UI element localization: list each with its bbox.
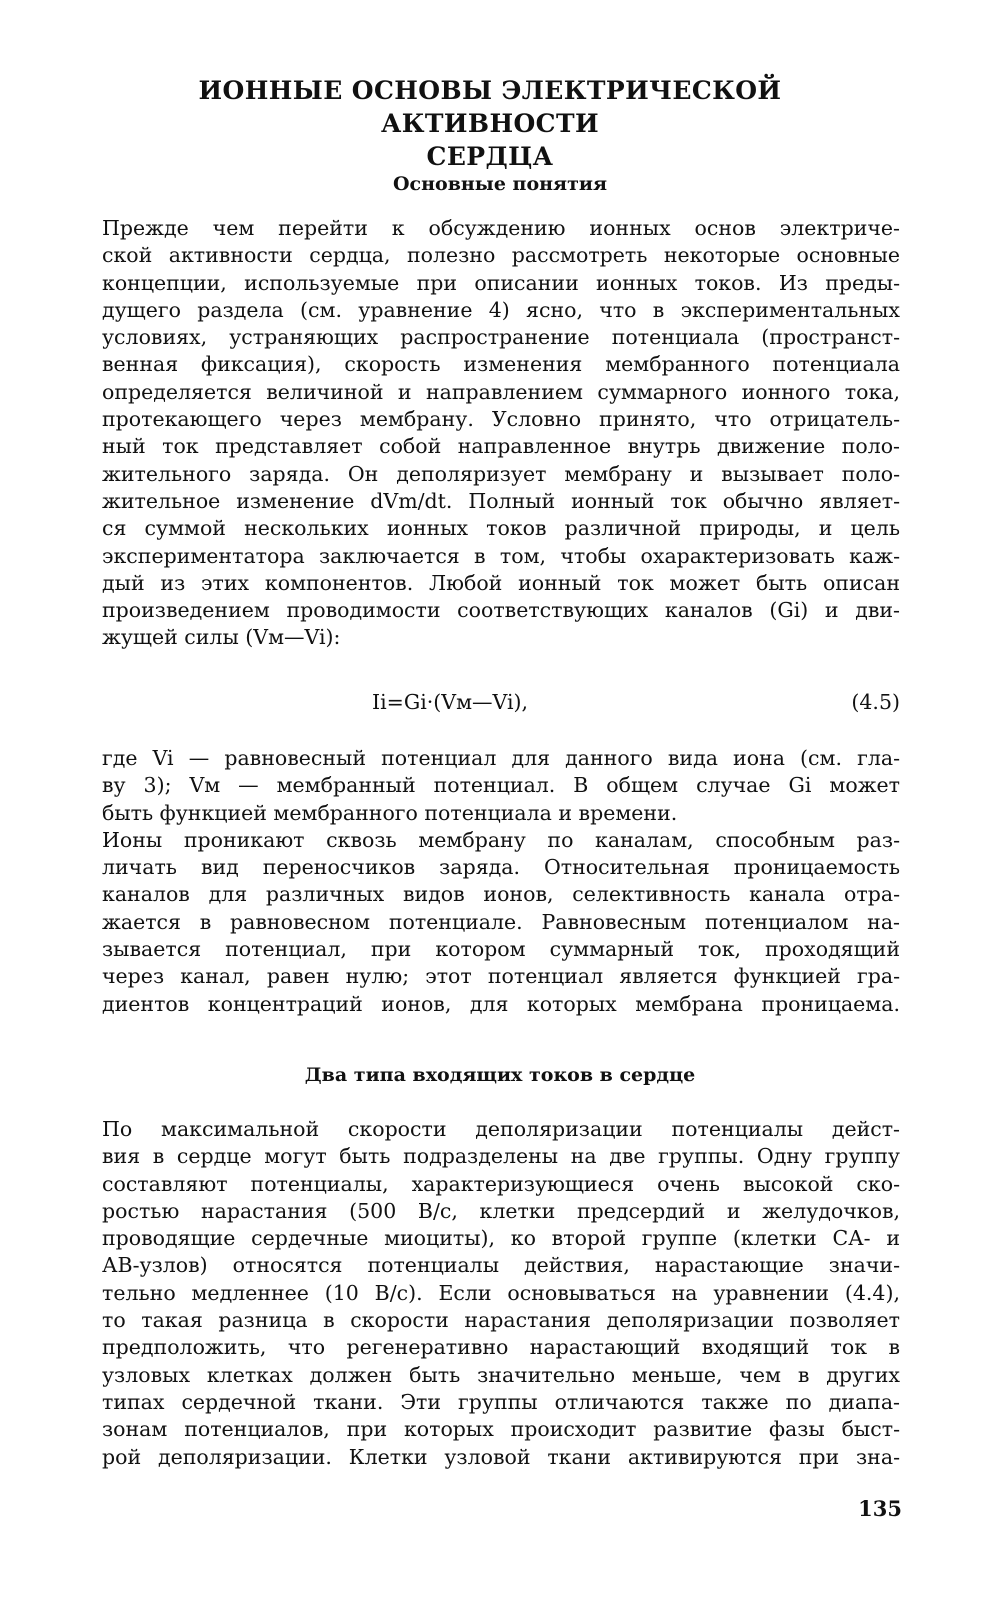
paragraph-3 xyxy=(102,1116,900,1471)
text-line: где Vi — равновесный потенциал для данного вида иона (см. гла- xyxy=(102,746,900,770)
text-line: Ионы проникают сквозь мембрану по каналам, способным раз- xyxy=(102,827,900,852)
text-line: типах сердечной ткани. Эти группы отличаются также по диапа- xyxy=(102,1389,900,1414)
text-line: протекающего через мембрану. Условно принято, что отрицатель- xyxy=(102,407,900,432)
text-line: жительное изменение dVm/dt. Полный ионный ток обычно являет- xyxy=(102,488,900,513)
equation-number: (4.5) xyxy=(851,690,900,714)
text-line: вия в сердце могут быть подразделены на две группы. Одну группу xyxy=(102,1144,900,1169)
text-line: венная фиксация), скорость изменения мембранного потенциала xyxy=(102,352,900,377)
text-line: то такая разница в скорости нарастания деполяризации позволяет xyxy=(102,1308,900,1333)
text-line: Прежде чем перейти к обсуждению ионных основ электриче- xyxy=(102,216,900,240)
text-line: зывается потенциал, при котором суммарный ток, проходящий xyxy=(102,937,900,962)
paragraph-2 xyxy=(102,745,900,1018)
equation-4-5 xyxy=(102,688,900,716)
chapter-title xyxy=(100,74,880,173)
paragraph-1 xyxy=(102,215,900,652)
text-line: произведением проводимости соответствующих каналов (Gi) и дви- xyxy=(102,598,900,623)
text-line: дый из этих компонентов. Любой ионный ток может быть описан xyxy=(102,570,900,595)
text-line: составляют потенциалы, характеризующиеся очень высокой ско- xyxy=(102,1171,900,1196)
text-line: концепции, используемые при описании ионных токов. Из преды- xyxy=(102,270,900,295)
page-number: 135 xyxy=(858,1496,902,1521)
text-line: условиях, устраняющих распространение потенциала (пространст- xyxy=(102,325,900,350)
text-line: диентов концентраций ионов, для которых мембрана проницаема. xyxy=(102,991,900,1016)
text-line: проводящие сердечные миоциты), ко второй группе (клетки СА- и xyxy=(102,1226,900,1251)
text-line: ся суммой нескольких ионных токов различной природы, и цель xyxy=(102,516,900,541)
text-line: ростью нарастания (500 В/с, клетки предсердий и желудочков, xyxy=(102,1198,900,1223)
text-line: ской активности сердца, полезно рассмотреть некоторые основные xyxy=(102,243,900,268)
chapter-title-line-2: СЕРДЦА xyxy=(426,142,554,171)
text-line: дущего раздела (см. уравнение 4) ясно, что в экспериментальных xyxy=(102,297,900,322)
text-line: тельно медленнее (10 В/с). Если основываться на уравнении (4.4), xyxy=(102,1280,900,1305)
text-line: зонам потенциалов, при которых происходит развитие фазы быст- xyxy=(102,1417,900,1442)
text-line: экспериментатора заключается в том, чтобы охарактеризовать каж- xyxy=(102,543,900,568)
text-line: жается в равновесном потенциале. Равновесным потенциалом на- xyxy=(102,909,900,934)
text-line: ный ток представляет собой направленное внутрь движение поло- xyxy=(102,434,900,459)
chapter-title-line-1: ИОННЫЕ ОСНОВЫ ЭЛЕКТРИЧЕСКОЙ АКТИВНОСТИ xyxy=(198,76,782,138)
text-line: определяется величиной и направлением суммарного ионного тока, xyxy=(102,379,900,404)
text-line: По максимальной скорости деполяризации потенциалы дейст- xyxy=(102,1117,900,1141)
equation-expression: Ii=Gi·(Vм—Vi), xyxy=(372,690,529,714)
text-line: быть функцией мембранного потенциала и времени. xyxy=(102,800,678,825)
text-line: жущей силы (Vм—Vi): xyxy=(102,625,341,650)
text-line: предположить, что регенеративно нарастающий входящий ток в xyxy=(102,1335,900,1360)
text-line: через канал, равен нулю; этот потенциал является функцией гра- xyxy=(102,964,900,989)
text-line: жительного заряда. Он деполяризует мембрану и вызывает поло- xyxy=(102,461,900,486)
text-line: АВ-узлов) относятся потенциалы действия, нарастающие значи- xyxy=(102,1253,900,1278)
text-line: каналов для различных видов ионов, селективность канала отра- xyxy=(102,882,900,907)
section-heading-two-inward-currents: Два типа входящих токов в сердце xyxy=(304,1064,696,1086)
text-line: узловых клетках должен быть значительно меньше, чем в других xyxy=(102,1362,900,1387)
text-line: личать вид переносчиков заряда. Относительная проницаемость xyxy=(102,855,900,880)
section-heading-basic-concepts: Основные понятия xyxy=(393,173,607,195)
text-line: ву 3); Vм — мембранный потенциал. В общем случае Gi может xyxy=(102,773,900,798)
text-line: рой деполяризации. Клетки узловой ткани активируются при зна- xyxy=(102,1444,900,1469)
